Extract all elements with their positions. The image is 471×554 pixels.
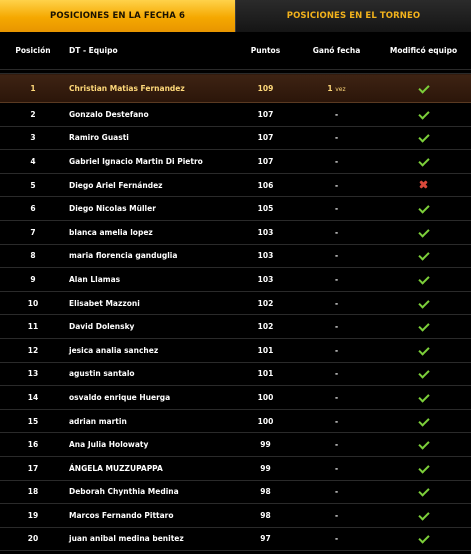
check-icon [418, 155, 429, 166]
team-name-cell: Diego Nicolas Müller [66, 197, 234, 221]
modified-team-cell [376, 244, 471, 268]
check-icon [418, 533, 429, 544]
check-icon [418, 391, 429, 402]
points-cell: 106 [234, 173, 297, 197]
modified-team-cell [376, 338, 471, 362]
modified-team-cell [376, 433, 471, 457]
team-name-cell: David Dolensky [66, 315, 234, 339]
position-cell: 13 [0, 362, 66, 386]
position-cell: 3 [0, 126, 66, 150]
won-fecha-cell: - [297, 338, 376, 362]
modified-team-cell [376, 197, 471, 221]
table-row[interactable] [0, 386, 471, 410]
points-cell: 100 [234, 386, 297, 410]
modified-team-cell [376, 527, 471, 551]
points-cell: 101 [234, 338, 297, 362]
position-cell: 19 [0, 504, 66, 528]
table-row[interactable] [0, 315, 471, 339]
team-name-cell: Deborah Chynthia Medina [66, 480, 234, 504]
points-cell: 98 [234, 480, 297, 504]
modified-team-cell [376, 386, 471, 410]
table-row[interactable] [0, 291, 471, 315]
won-fecha-cell: - [297, 386, 376, 410]
modified-team-cell [376, 291, 471, 315]
table-body [0, 70, 471, 551]
position-cell: 1 [0, 74, 66, 103]
position-cell: 6 [0, 197, 66, 221]
position-cell: 7 [0, 220, 66, 244]
points-cell: 97 [234, 527, 297, 551]
check-icon [418, 297, 429, 308]
check-icon [418, 368, 429, 379]
table-row[interactable] [0, 103, 471, 127]
modified-team-cell [376, 362, 471, 386]
check-icon [418, 203, 429, 214]
modified-team-cell [376, 74, 471, 103]
won-fecha-cell: - [297, 197, 376, 221]
won-fecha-cell: - [297, 268, 376, 292]
team-name-cell: adrian martin [66, 409, 234, 433]
table-row[interactable] [0, 480, 471, 504]
header-position[interactable]: Posición [0, 32, 66, 70]
points-cell: 103 [234, 244, 297, 268]
points-cell: 99 [234, 433, 297, 457]
table-row[interactable] [0, 268, 471, 292]
header-points[interactable]: Puntos [234, 32, 297, 70]
cross-icon [419, 180, 428, 189]
team-name-cell: Elisabet Mazzoni [66, 291, 234, 315]
won-fecha-cell: - [297, 103, 376, 127]
points-cell: 100 [234, 409, 297, 433]
position-cell: 4 [0, 150, 66, 174]
won-fecha-cell: - [297, 173, 376, 197]
position-cell: 5 [0, 173, 66, 197]
modified-team-cell [376, 504, 471, 528]
modified-team-cell [376, 409, 471, 433]
modified-team-cell [376, 315, 471, 339]
team-name-cell: maria florencia ganduglia [66, 244, 234, 268]
position-cell: 20 [0, 527, 66, 551]
points-cell: 99 [234, 456, 297, 480]
tab-posiciones-torneo[interactable]: POSICIONES EN EL TORNEO [235, 0, 471, 32]
team-name-cell: Gabriel Ignacio Martin Di Pietro [66, 150, 234, 174]
team-name-cell: ÁNGELA MUZZUPAPPA [66, 456, 234, 480]
modified-team-cell [376, 173, 471, 197]
won-fecha-cell: - [297, 291, 376, 315]
check-icon [418, 509, 429, 520]
won-fecha-cell: - [297, 315, 376, 339]
position-cell: 14 [0, 386, 66, 410]
team-name-cell: Alan Llamas [66, 268, 234, 292]
won-fecha-cell: - [297, 480, 376, 504]
won-fecha-cell: - [297, 150, 376, 174]
table-row[interactable] [0, 220, 471, 244]
modified-team-cell [376, 126, 471, 150]
position-cell: 18 [0, 480, 66, 504]
won-fecha-cell: - [297, 409, 376, 433]
table-row[interactable] [0, 244, 471, 268]
team-name-cell: Marcos Fernando Pittaro [66, 504, 234, 528]
position-cell: 15 [0, 409, 66, 433]
position-cell: 10 [0, 291, 66, 315]
standings-table [0, 32, 471, 551]
position-cell: 17 [0, 456, 66, 480]
table-row[interactable] [0, 338, 471, 362]
team-name-cell: Gonzalo Destefano [66, 103, 234, 127]
table-row[interactable] [0, 74, 471, 103]
check-icon [418, 108, 429, 119]
position-cell: 16 [0, 433, 66, 457]
modified-team-cell [376, 480, 471, 504]
table-row[interactable] [0, 126, 471, 150]
team-name-cell: juan anibal medina benitez [66, 527, 234, 551]
table-row[interactable] [0, 362, 471, 386]
points-cell: 103 [234, 268, 297, 292]
check-icon [418, 250, 429, 261]
position-cell: 9 [0, 268, 66, 292]
check-icon [418, 415, 429, 426]
check-icon [418, 273, 429, 284]
points-cell: 105 [234, 197, 297, 221]
header-won-fecha[interactable]: Ganó fecha [297, 32, 376, 70]
won-unit: vez [335, 85, 346, 93]
modified-team-cell [376, 150, 471, 174]
table-row[interactable] [0, 150, 471, 174]
points-cell: 107 [234, 150, 297, 174]
modified-team-cell [376, 268, 471, 292]
won-fecha-cell: - [297, 527, 376, 551]
won-count: 1 [327, 83, 333, 93]
position-cell: 12 [0, 338, 66, 362]
check-icon [418, 82, 429, 93]
table-row[interactable] [0, 433, 471, 457]
points-cell: 103 [234, 220, 297, 244]
table-row[interactable] [0, 197, 471, 221]
won-fecha-cell [297, 74, 376, 103]
won-fecha-cell: - [297, 126, 376, 150]
check-icon [418, 132, 429, 143]
modified-team-cell [376, 220, 471, 244]
team-name-cell: jesica analia sanchez [66, 338, 234, 362]
check-icon [418, 486, 429, 497]
points-cell: 107 [234, 103, 297, 127]
tab-bar [0, 0, 471, 32]
points-cell: 107 [234, 126, 297, 150]
modified-team-cell [376, 103, 471, 127]
check-icon [418, 320, 429, 331]
position-cell: 2 [0, 103, 66, 127]
team-name-cell: Ramiro Guasti [66, 126, 234, 150]
points-cell: 98 [234, 504, 297, 528]
modified-team-cell [376, 456, 471, 480]
header-modified-team[interactable]: Modificó equipo [376, 32, 471, 70]
team-name-cell: agustin santalo [66, 362, 234, 386]
table-row[interactable] [0, 456, 471, 480]
check-icon [418, 438, 429, 449]
check-icon [418, 344, 429, 355]
check-icon [418, 226, 429, 237]
table-row[interactable] [0, 527, 471, 551]
points-cell: 102 [234, 291, 297, 315]
won-fecha-cell: - [297, 456, 376, 480]
tab-posiciones-fecha[interactable]: POSICIONES EN LA FECHA 6 [0, 0, 235, 32]
table-header-row [0, 32, 471, 70]
points-cell: 109 [234, 74, 297, 103]
position-cell: 8 [0, 244, 66, 268]
won-fecha-cell: - [297, 504, 376, 528]
position-cell: 11 [0, 315, 66, 339]
team-name-cell: Ana Julia Holowaty [66, 433, 234, 457]
won-fecha-cell: - [297, 362, 376, 386]
points-cell: 101 [234, 362, 297, 386]
table-row[interactable] [0, 173, 471, 197]
table-row[interactable] [0, 504, 471, 528]
won-fecha-cell: - [297, 244, 376, 268]
won-fecha-cell: - [297, 433, 376, 457]
check-icon [418, 462, 429, 473]
team-name-cell: blanca amelia lopez [66, 220, 234, 244]
points-cell: 102 [234, 315, 297, 339]
table-row[interactable] [0, 409, 471, 433]
team-name-cell: Christian Matias Fernandez [66, 74, 234, 103]
team-name-cell: Diego Ariel Fernández [66, 173, 234, 197]
header-team[interactable]: DT - Equipo [66, 32, 234, 70]
team-name-cell: osvaldo enrique Huerga [66, 386, 234, 410]
won-fecha-cell: - [297, 220, 376, 244]
